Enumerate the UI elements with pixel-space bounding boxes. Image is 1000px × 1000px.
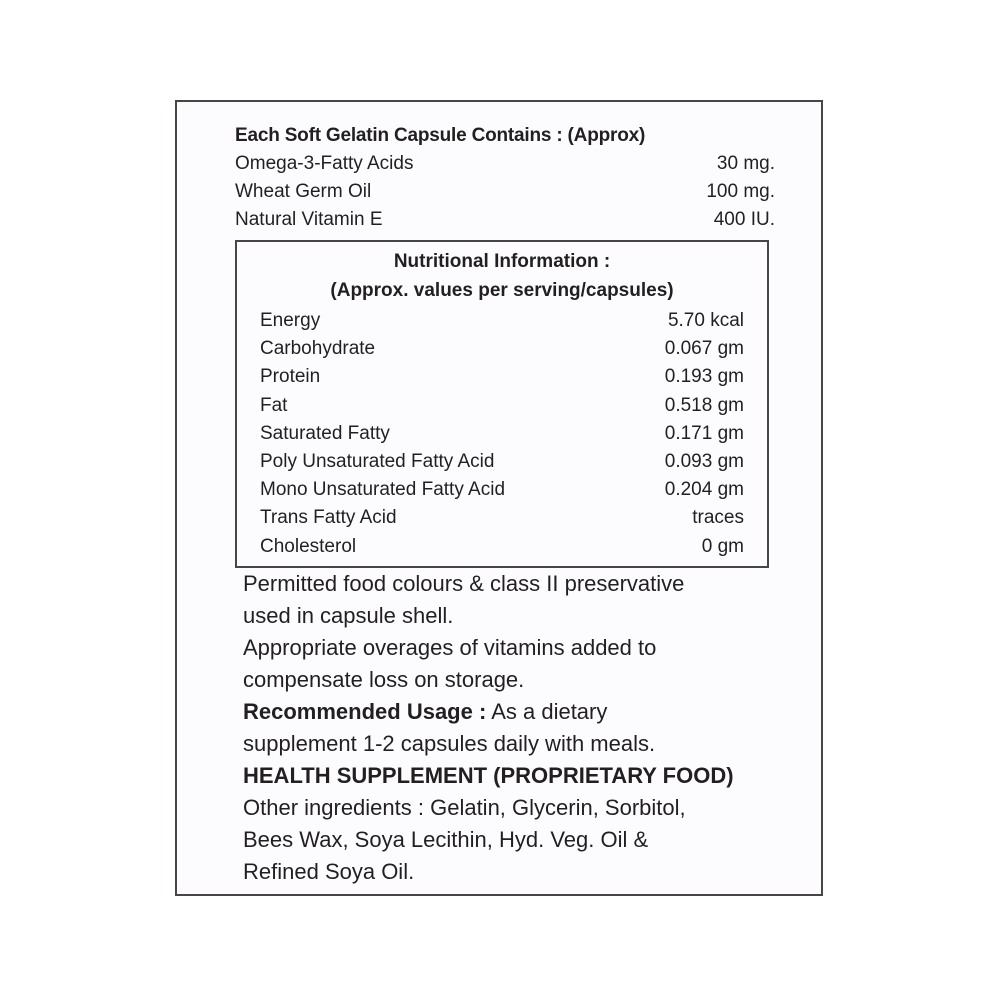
- label-notes: [243, 568, 803, 888]
- ingredient-amount: 30 mg.: [716, 153, 775, 174]
- colours-note-line: Permitted food colours & class II preservative: [243, 571, 685, 596]
- nutrient-value: 0.067 gm: [664, 338, 744, 360]
- usage-label: Recommended Usage :: [243, 699, 487, 724]
- nutrient-name: Fat: [260, 394, 288, 416]
- nutrient-value: 0 gm: [701, 535, 744, 557]
- nutrient-value: 0.171 gm: [664, 422, 744, 444]
- nutrient-name: Saturated Fatty: [260, 422, 390, 444]
- nutrient-name: Cholesterol: [260, 535, 357, 557]
- composition-row: [235, 178, 775, 206]
- ingredient-amount: 400 IU.: [713, 209, 775, 230]
- ingredients-line: Bees Wax, Soya Lecithin, Hyd. Veg. Oil &: [243, 827, 649, 852]
- nutrition-header: [237, 247, 767, 305]
- nutrition-row: [260, 533, 744, 561]
- supplement-label-panel: [175, 100, 823, 896]
- ingredient-name: Wheat Germ Oil: [235, 181, 372, 202]
- nutrition-rows: [237, 305, 767, 561]
- usage-note: [243, 696, 803, 728]
- nutrient-name: Carbohydrate: [260, 338, 376, 360]
- nutrient-name: Poly Unsaturated Fatty Acid: [260, 451, 495, 473]
- nutrition-row: [260, 448, 744, 476]
- nutrition-table: [235, 240, 769, 568]
- ingredient-amount: 100 mg.: [706, 181, 775, 202]
- overages-note-line: compensate loss on storage.: [243, 667, 525, 692]
- nutrient-value: traces: [692, 507, 744, 529]
- nutrition-subtitle: (Approx. values per serving/capsules): [330, 280, 674, 301]
- composition-row: [235, 206, 775, 234]
- overages-note-line: Appropriate overages of vitamins added to: [243, 635, 657, 660]
- composition-title: Each Soft Gelatin Capsule Contains : (Approx): [235, 125, 646, 146]
- nutrition-title: Nutritional Information :: [393, 251, 611, 272]
- product-category: HEALTH SUPPLEMENT (PROPRIETARY FOOD): [243, 763, 734, 788]
- ingredients-line: Other ingredients : Gelatin, Glycerin, Sorbitol,: [243, 795, 686, 820]
- composition-row: [235, 150, 775, 178]
- ingredient-name: Omega-3-Fatty Acids: [235, 153, 414, 174]
- nutrition-row: [260, 504, 744, 532]
- nutrition-row: [260, 335, 744, 363]
- nutrition-row: [260, 307, 744, 335]
- nutrient-name: Mono Unsaturated Fatty Acid: [260, 479, 506, 501]
- nutrient-name: Protein: [260, 366, 321, 388]
- nutrient-value: 5.70 kcal: [667, 310, 744, 331]
- composition-section: [235, 122, 775, 234]
- nutrition-row: [260, 476, 744, 504]
- nutrition-row: [260, 392, 744, 420]
- nutrient-name: Trans Fatty Acid: [260, 507, 397, 529]
- nutrient-value: 0.093 gm: [664, 451, 744, 473]
- nutrient-value: 0.193 gm: [664, 366, 744, 388]
- nutrient-value: 0.518 gm: [664, 394, 744, 416]
- usage-text: As a dietary: [486, 699, 608, 724]
- nutrition-row: [260, 363, 744, 391]
- usage-note-line: supplement 1-2 capsules daily with meals.: [243, 731, 656, 756]
- nutrient-name: Energy: [260, 310, 321, 331]
- nutrition-row: [260, 420, 744, 448]
- ingredient-name: Natural Vitamin E: [235, 209, 383, 230]
- ingredients-line: Refined Soya Oil.: [243, 859, 415, 884]
- nutrient-value: 0.204 gm: [664, 479, 744, 501]
- colours-note-line: used in capsule shell.: [243, 603, 454, 628]
